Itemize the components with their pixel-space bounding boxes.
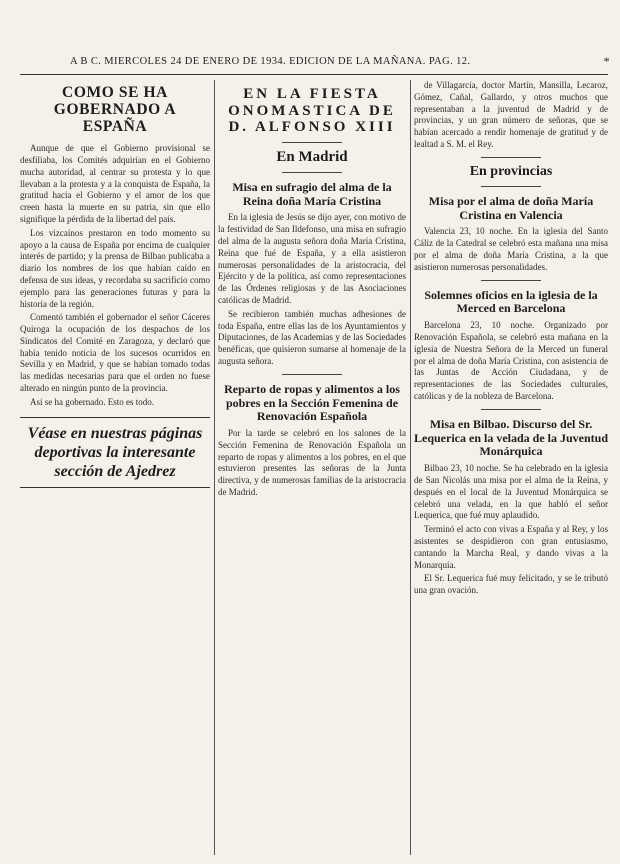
divider bbox=[481, 280, 541, 281]
paragraph: Por la tarde se celebró en los salones de la Sección Femenina de Renovación Española un reparto de ropas y alimentos a los pobres, en el que estuvieron presentes las señoras de la Junta directiva, y de numerosas familias de la aristocracia de Madrid. bbox=[218, 428, 406, 498]
paragraph: Así se ha gobernado. Esto es todo. bbox=[30, 396, 154, 407]
section-madrid: En Madrid bbox=[276, 148, 348, 165]
page-header bbox=[70, 56, 610, 72]
headline-fiesta-onomastica: EN LA FIESTA ONOMASTICA DE D. ALFONSO XIII bbox=[228, 86, 396, 135]
headline-misa-bilbao: Misa en Bilbao. Discurso del Sr. Lequerica en la velada de la Juventud Monárquica bbox=[414, 416, 608, 459]
promo-ajedrez: Véase en nuestras páginas deportivas la interesante sección de Ajedrez bbox=[27, 424, 203, 481]
paragraph: Los vizcaínos prestaron en todo momento su apoyo a la causa de España por encima de cualquier interés de partido; y la prensa de Bilbao publicaba a diario los nombres de los que habían caído en defensa de sus ideas, y recordaba su sacrificio como ejemplo para las generaciones futuras y para la historia de la región. bbox=[20, 227, 210, 309]
paragraph: Terminó el acto con vivas a España y al Rey, y los asistentes se despidieron con gran entusiasmo, cantando la Marcha Real, y dando vivas a la Monarquía. bbox=[414, 524, 608, 570]
column-divider-2 bbox=[410, 80, 411, 855]
headline-gobernado: COMO SE HA GOBERNADO A ESPAÑA bbox=[53, 84, 177, 136]
paragraph: El Sr. Lequerica fué muy felicitado, y se le tributó una gran ovación. bbox=[414, 573, 608, 596]
paragraph: Comentó también el gobernador el señor Cáceres Quiroga la ocupación de los despachos de los Sindicatos del Comité en Zaragoza, y declaró que había tenido noticia de los sucesos ocurridos en Sevilla y en Madrid, y que se habían tomado todas las medidas necesarias para que el orden no fuese alterado en ningún punto de la provincia. bbox=[20, 312, 210, 394]
divider bbox=[481, 157, 541, 158]
paragraph: Se recibieron también muchas adhesiones de toda España, entre ellas las de los Ayuntamientos y Diputaciones, de las Academias y de las Sociedades benéficas, que quisieron sumarse al homenaje de la augusta señora. bbox=[218, 308, 406, 366]
article-gobernado bbox=[20, 143, 210, 409]
divider bbox=[481, 186, 541, 187]
divider bbox=[282, 142, 342, 143]
divider bbox=[282, 172, 342, 173]
column-left bbox=[20, 80, 210, 860]
paragraph: Valencia 23, 10 noche. En la iglesia del Santo Cáliz de la Catedral se celebró esta mañana una misa por el alma de doña María Cristina, a la que asistieron numerosas personalidades. bbox=[414, 226, 608, 272]
divider bbox=[282, 374, 342, 375]
header-rule bbox=[20, 74, 608, 75]
divider bbox=[481, 409, 541, 410]
headline-oficios-barcelona: Solemnes oficios en la iglesia de la Merced en Barcelona bbox=[424, 287, 598, 316]
promo-box bbox=[20, 417, 210, 489]
header-mark: * bbox=[603, 54, 610, 68]
column-right bbox=[414, 80, 608, 860]
paragraph: Bilbao 23, 10 noche. Se ha celebrado en la iglesia de San Nicolás una misa por el alma de la Reina, y después en el local de la Juventud Monárquica se celebró una velada, en la que habló el señor Lequerica, que fué muy aplaudido. bbox=[414, 463, 608, 521]
section-provincias: En provincias bbox=[469, 163, 553, 179]
headline-misa-madrid: Misa en sufragio del alma de la Reina doña María Cristina bbox=[232, 179, 392, 208]
paragraph: Aunque de que el Gobierno provisional se desfiliaba, los Comités adquirían en el Gobierno mucha autoridad, al centrar su protesta y lo que llevaban a la protesta y a la conquista de España, la gratitud hacia el Gobierno y el amor de los que creen hasta la muerte en su patria, sin que ello signifique la pérdida de la libertad del país. bbox=[20, 143, 210, 224]
headline-misa-valencia: Misa por el alma de doña María Cristina en Valencia bbox=[428, 193, 594, 222]
paragraph: de Villagarcía, doctor Martín, Mansilla, Lecaroz, Gómez, Cañal, Gallardo, y otros muchos que representaban a la juventud de Madrid y de provincias, y un gran número de señoras, que se habían acercado a rendir homenaje de gratitud y de lealtad a S. M. el Rey. bbox=[414, 80, 608, 149]
column-center bbox=[218, 80, 406, 860]
header-text: A B C. MIERCOLES 24 DE ENERO DE 1934. EDICION DE LA MAÑANA. PAG. 12. bbox=[70, 56, 471, 67]
paragraph: En la iglesia de Jesús se dijo ayer, con motivo de la festividad de San Ildefonso, una misa en sufragio del alma de la augusta señora doña María Cristina, Reina que fué de España, y a ella asistieron numerosas personalidades de la aristocracia, del Ejército y de la política, así como representaciones de las Órdenes religiosas y de las Asociaciones católicas de Madrid. bbox=[218, 212, 406, 305]
paragraph: Barcelona 23, 10 noche. Organizado por Renovación Española, se celebró esta mañana en la iglesia de Nuestra Señora de la Merced un funeral por el alma de doña María Cristina, con asistencia de las Juntas de Acción Ciudadana, y de representaciones de las Sociedades culturales, católicas y de la nobleza de Barcelona. bbox=[414, 320, 608, 402]
headline-reparto-ropas: Reparto de ropas y alimentos a los pobres en la Sección Femenina de Renovación Española bbox=[224, 381, 400, 424]
column-divider-1 bbox=[214, 80, 215, 855]
